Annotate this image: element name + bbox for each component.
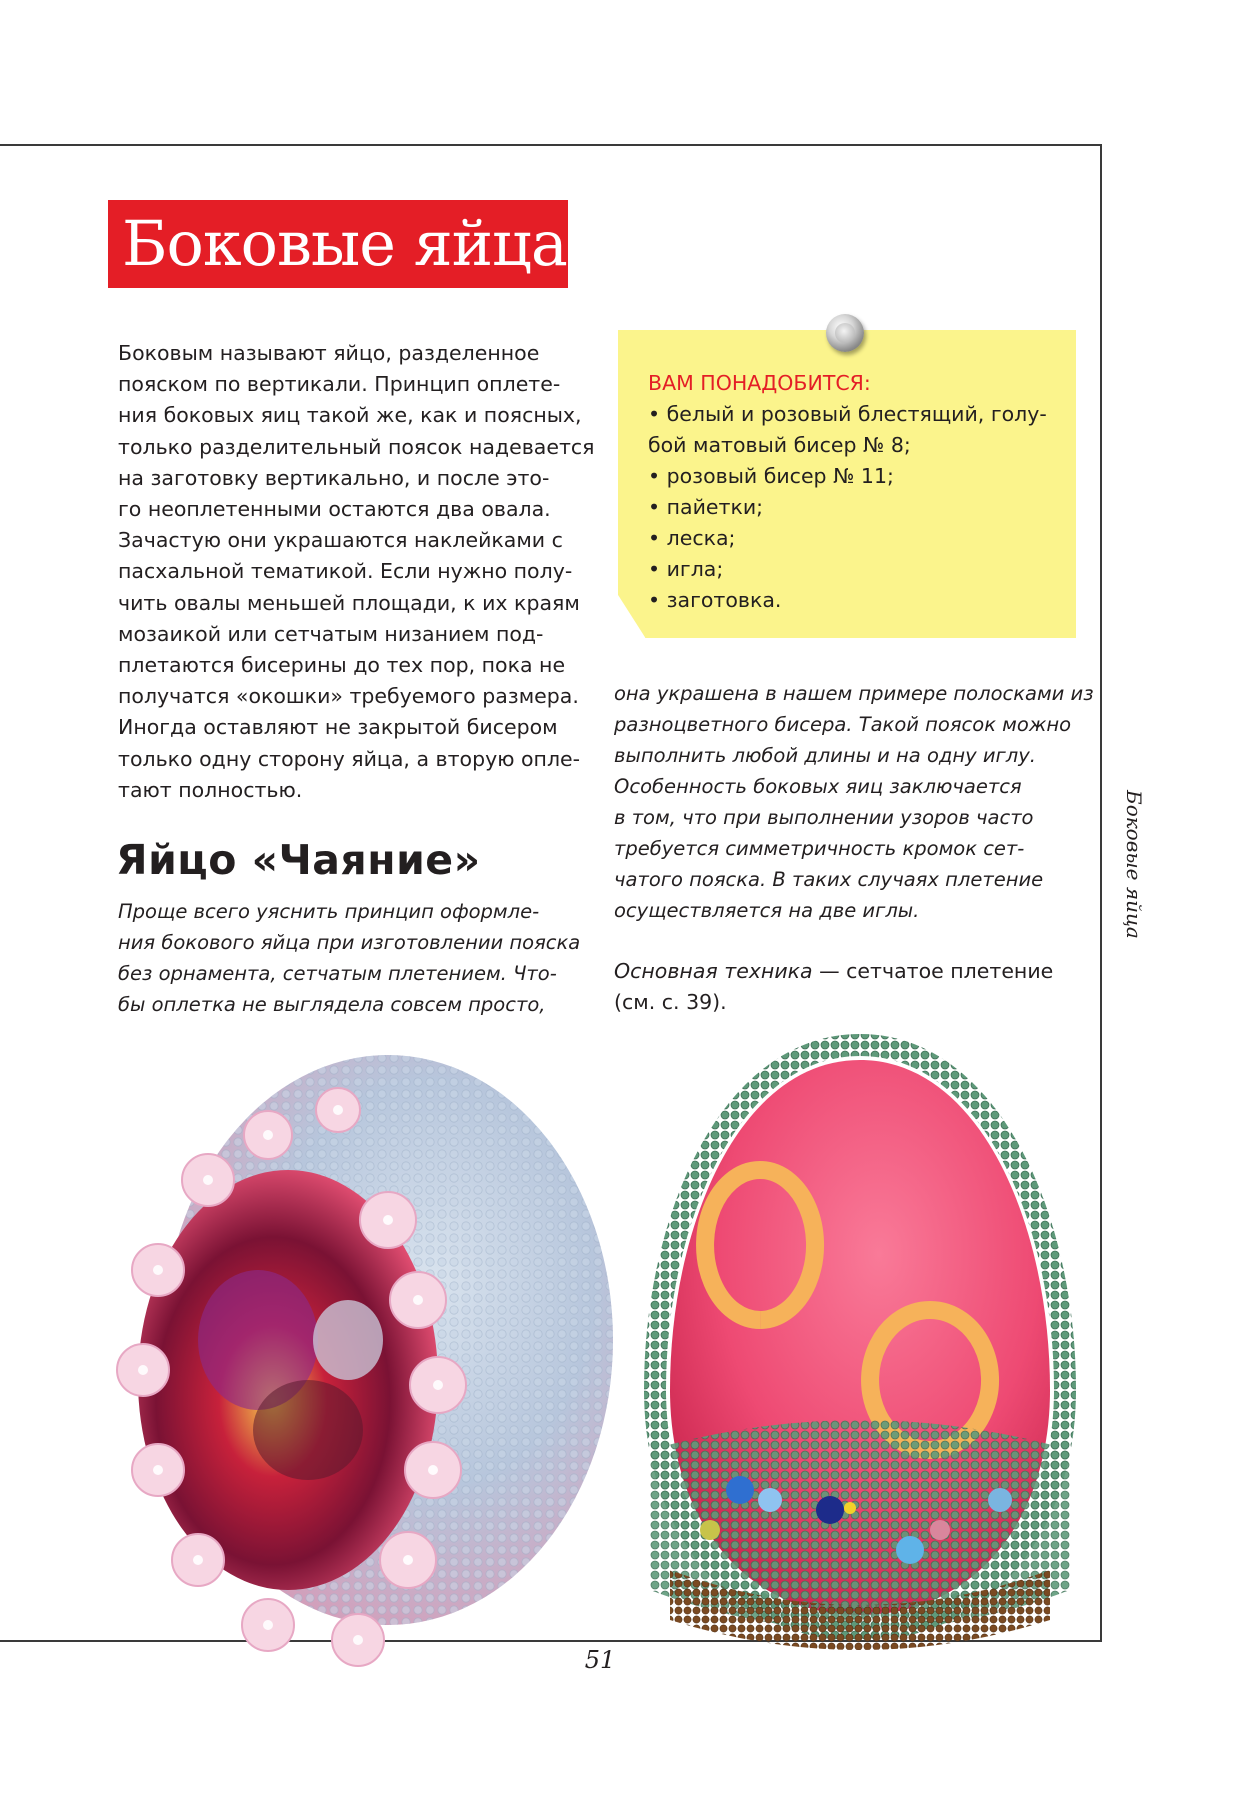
intro-line: получатся «окошки» требуемого размера.: [118, 684, 579, 709]
intro-line: чить овалы меньшей площади, к их краям: [118, 590, 580, 615]
intro-line: Зачастую они украшаются наклейками с: [118, 528, 563, 553]
page-title: Боковые яйца: [108, 200, 568, 288]
page-number: 51: [584, 1646, 616, 1674]
page-frame-top: [0, 144, 1102, 146]
materials-list: [648, 368, 1068, 616]
technique-ref: (см. с. 39).: [614, 990, 727, 1014]
section-line: осуществляется на две иглы.: [614, 899, 920, 922]
intro-line: го неоплетенными остаются два овала.: [118, 497, 551, 522]
intro-paragraph: [118, 338, 595, 806]
pushpin-icon: [826, 314, 864, 352]
section-line: она украшена в нашем примере полосками из: [614, 682, 1094, 705]
section-line: Особенность боковых яиц заключается: [614, 775, 1022, 798]
page-frame-right: [1100, 144, 1102, 1642]
intro-line: мозаикой или сетчатым низанием под-: [118, 621, 544, 646]
materials-item: • леска;: [648, 526, 736, 550]
materials-item: бой матовый бисер № 8;: [648, 433, 911, 457]
photo-egg-beaded-basket: [620, 1030, 1100, 1680]
materials-item: • игла;: [648, 557, 724, 581]
section-line: Проще всего уяснить принцип оформле-: [118, 900, 540, 923]
materials-title: ВАМ ПОНАДОБИТСЯ:: [648, 371, 871, 395]
intro-line: на заготовку вертикально, и после это-: [118, 465, 550, 490]
technique-line: [614, 956, 1094, 987]
intro-line: плетаются бисерины до тех пор, пока не: [118, 653, 566, 678]
intro-line: только разделительный поясок надевается: [118, 434, 595, 459]
intro-line: тают полностью.: [118, 777, 303, 802]
materials-item: • заготовка.: [648, 588, 782, 612]
technique-note: [614, 956, 1094, 1018]
intro-line: пасхальной тематикой. Если нужно полу-: [118, 559, 573, 584]
materials-item: • белый и розовый блестящий, голу-: [648, 402, 1047, 426]
section-line: выполнить любой длины и на одну иглу.: [614, 744, 1036, 767]
section-line: бы оплетка не выглядела совсем просто,: [118, 993, 546, 1016]
section-line: ния бокового яйца при изготовлении пояска: [118, 931, 581, 954]
section-paragraph-left: [118, 896, 588, 1020]
intro-line: ния боковых яиц такой же, как и поясных,: [118, 403, 582, 428]
materials-item: • пайетки;: [648, 495, 764, 519]
technique-label: Основная техника: [614, 959, 813, 983]
section-line: требуется симметричность кромок сет-: [614, 837, 1025, 860]
section-heading: Яйцо «Чаяние»: [116, 836, 481, 884]
section-line: без орнамента, сетчатым плетением. Что-: [118, 962, 557, 985]
intro-line: Иногда оставляют не закрытой бисером: [118, 715, 558, 740]
section-line: чатого пояска. В таких случаях плетение: [614, 868, 1044, 891]
section-line: в том, что при выполнении узоров часто: [614, 806, 1034, 829]
side-section-label: Боковые яйца: [1122, 790, 1146, 939]
materials-item: • розовый бисер № 11;: [648, 464, 894, 488]
technique-text: — сетчатое плетение: [812, 959, 1054, 983]
intro-line: Боковым называют яйцо, разделенное: [118, 341, 540, 365]
section-paragraph-right: [614, 678, 1094, 926]
intro-line: пояском по вертикали. Принцип оплете-: [118, 372, 561, 397]
section-line: разноцветного бисера. Такой поясок можно: [614, 713, 1072, 736]
intro-line: только одну сторону яйца, а вторую опле-: [118, 746, 581, 771]
photo-egg-sequin-flowers: [88, 1040, 648, 1680]
